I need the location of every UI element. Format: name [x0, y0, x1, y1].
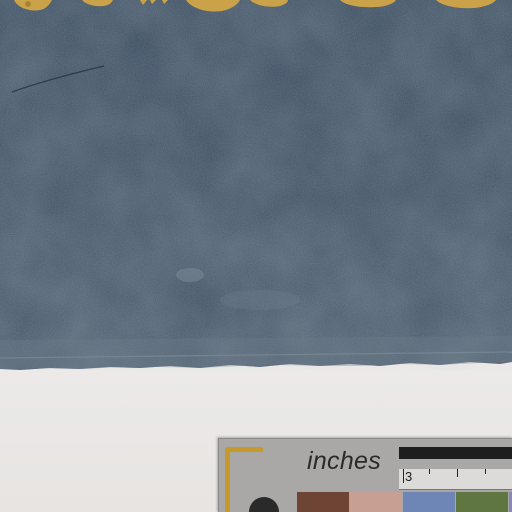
swatch-dark-brown [297, 492, 349, 512]
swatch-foliage [456, 492, 508, 512]
swatch-blue-sky [403, 492, 455, 512]
ruler-tick [403, 469, 404, 483]
color-calibration-target [218, 438, 512, 512]
inch-ruler [399, 447, 512, 489]
ruler-tick [457, 469, 458, 477]
ruler-tick [429, 469, 430, 474]
swatch-light-skin [350, 492, 402, 512]
ruler-scale [399, 469, 512, 490]
ruler-tick [485, 469, 486, 474]
ruler-bar [399, 447, 512, 459]
unit-label: inches [307, 447, 382, 475]
ruler-number: 3 [405, 469, 413, 484]
color-swatch-row [297, 492, 512, 512]
